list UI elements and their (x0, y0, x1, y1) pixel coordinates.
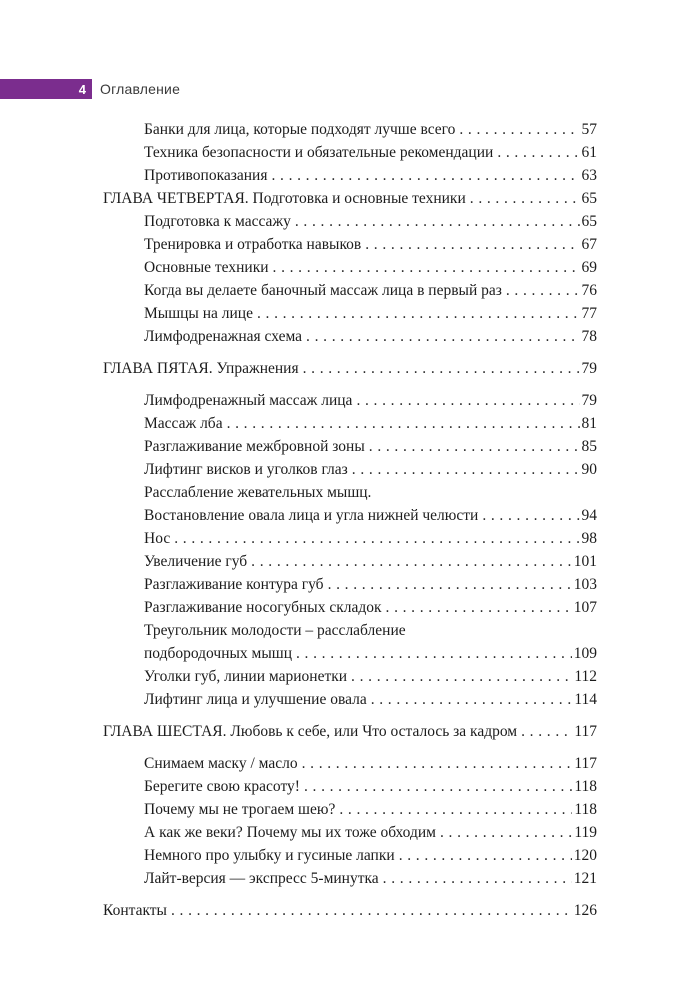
toc-entry (103, 279, 597, 302)
toc-page-number: 112 (574, 668, 597, 685)
toc-page-number: 107 (573, 599, 597, 616)
toc-entry (103, 844, 597, 867)
dot-leader (302, 752, 573, 775)
toc-entry-title: Банки для лица, которые подходят лучше всего (144, 121, 456, 138)
dot-leader (352, 458, 580, 481)
toc-entry-title: Востановление овала лица и угла нижней челюсти (144, 507, 479, 524)
toc-entry (103, 481, 597, 504)
page-number: 4 (78, 81, 86, 97)
toc-entry (103, 821, 597, 844)
dot-leader (371, 688, 573, 711)
toc-entry-title: Немного про улыбку и гусиные лапки (144, 847, 395, 864)
dot-leader (174, 527, 579, 550)
toc-entry (103, 325, 597, 348)
toc-entry (103, 688, 597, 711)
toc-entry-title: Увеличение губ (144, 553, 248, 570)
toc-page-number: 109 (573, 645, 597, 662)
toc-entry-title: Основные техники (144, 259, 269, 276)
toc-page-number: 126 (573, 902, 597, 919)
toc-page-number: 114 (574, 691, 597, 708)
toc-page-number: 76 (581, 282, 597, 299)
toc-page-number: 117 (574, 755, 597, 772)
table-of-contents (103, 118, 597, 922)
dot-leader (440, 821, 572, 844)
dot-leader (306, 325, 579, 348)
toc-page-number: 81 (581, 415, 597, 432)
toc-page-number: 79 (581, 360, 597, 377)
toc-entry-title: Расслабление жевательных мышц. (144, 484, 372, 501)
toc-entry (103, 752, 597, 775)
dot-leader (506, 279, 580, 302)
toc-entry-title: Берегите свою красоту! (144, 778, 300, 795)
toc-entry (103, 256, 597, 279)
dot-leader (383, 867, 572, 890)
toc-entry (103, 527, 597, 550)
toc-entry (103, 233, 597, 256)
toc-entry (103, 302, 597, 325)
toc-entry-title: Разглаживание межбровной зоны (144, 438, 365, 455)
toc-entry-title: Контакты (103, 902, 167, 919)
toc-entry (103, 867, 597, 890)
toc-entry-title: Лимфодренажная схема (144, 328, 303, 345)
toc-page-number: 119 (574, 824, 597, 841)
toc-entry (103, 412, 597, 435)
toc-chapter-entry (103, 720, 597, 743)
toc-entry (103, 775, 597, 798)
dot-leader (459, 118, 579, 141)
toc-page-number: 103 (573, 576, 597, 593)
dot-leader (339, 798, 572, 821)
toc-page-number: 94 (581, 507, 597, 524)
toc-entry (103, 389, 597, 412)
dot-leader (171, 899, 572, 922)
toc-entry-title: А как же веки? Почему мы их тоже обходим (144, 824, 436, 841)
toc-page-number: 65 (581, 213, 597, 230)
toc-entry-title: Противопоказания (144, 167, 268, 184)
toc-page-number: 118 (574, 801, 597, 818)
toc-page-number: 118 (574, 778, 597, 795)
dot-leader (227, 412, 580, 435)
toc-entry-title: ГЛАВА ПЯТАЯ. Упражнения (103, 360, 299, 377)
toc-entry-title: Мышцы на лице (144, 305, 253, 322)
toc-entry-title: Разглаживание носогубных складок (144, 599, 382, 616)
toc-entry (103, 596, 597, 619)
dot-leader (251, 550, 572, 573)
toc-page-number: 101 (573, 553, 597, 570)
dot-leader (257, 302, 580, 325)
toc-page-number: 61 (581, 144, 597, 161)
toc-entry (103, 619, 597, 642)
page-header (0, 79, 180, 99)
dot-leader (304, 775, 572, 798)
toc-entry-title: Тренировка и отработка навыков (144, 236, 362, 253)
toc-entry (103, 798, 597, 821)
toc-page-number: 98 (581, 530, 597, 547)
toc-entry-title: Почему мы не трогаем шею? (144, 801, 336, 818)
dot-leader (273, 256, 580, 279)
toc-page-number: 90 (581, 461, 597, 478)
toc-entry-title: Треугольник молодости – расслабление (144, 622, 406, 639)
toc-page-number: 121 (573, 870, 597, 887)
toc-page-number: 120 (573, 847, 597, 864)
toc-chapter-entry (103, 187, 597, 210)
toc-page-number: 57 (581, 121, 597, 138)
toc-entry (103, 164, 597, 187)
toc-entry-title: подбородочных мышц (144, 645, 292, 662)
toc-entry-title: Техника безопасности и обязательные рекомендации (144, 144, 494, 161)
toc-entry (103, 665, 597, 688)
toc-page-number: 65 (581, 190, 597, 207)
dot-leader (351, 665, 572, 688)
toc-entry (103, 504, 597, 527)
toc-entry-title: Снимаем маску / масло (144, 755, 298, 772)
toc-page-number: 69 (581, 259, 597, 276)
page-number-tab (0, 79, 92, 99)
toc-entry (103, 141, 597, 164)
toc-chapter-entry (103, 357, 597, 380)
dot-leader (295, 210, 580, 233)
toc-entry-title: Лайт-версия — экспресс 5-минутка (144, 870, 379, 887)
dot-leader (365, 233, 579, 256)
toc-entry-title: Лифтинг лица и улучшение овала (144, 691, 367, 708)
dot-leader (386, 596, 572, 619)
dot-leader (482, 504, 579, 527)
dot-leader (356, 389, 579, 412)
toc-page-number: 67 (581, 236, 597, 253)
dot-leader (497, 141, 579, 164)
toc-entry-title: Нос (144, 530, 171, 547)
toc-page-number: 78 (581, 328, 597, 345)
toc-page-number: 85 (581, 438, 597, 455)
toc-entry-title: Когда вы делаете баночный массаж лица в первый раз (144, 282, 502, 299)
dot-leader (296, 642, 572, 665)
toc-entry (103, 573, 597, 596)
toc-entry-title: ГЛАВА ШЕСТАЯ. Любовь к себе, или Что осталось за кадром (103, 723, 518, 740)
toc-page-number: 117 (574, 723, 597, 740)
toc-entry (103, 435, 597, 458)
dot-leader (399, 844, 572, 867)
toc-entry-title: Уголки губ, линии марионетки (144, 668, 348, 685)
dot-leader (328, 573, 572, 596)
dot-leader (369, 435, 580, 458)
toc-entry-title: ГЛАВА ЧЕТВЕРТАЯ. Подготовка и основные техники (103, 190, 466, 207)
toc-entry-title: Лимфодренажный массаж лица (144, 392, 353, 409)
dot-leader (271, 164, 579, 187)
dot-leader (521, 720, 572, 743)
toc-page-number: 63 (581, 167, 597, 184)
toc-page-number: 77 (581, 305, 597, 322)
toc-entry-title: Лифтинг висков и уголков глаз (144, 461, 348, 478)
toc-entry (103, 642, 597, 665)
toc-chapter-entry (103, 899, 597, 922)
toc-entry (103, 458, 597, 481)
toc-entry-title: Подготовка к массажу (144, 213, 291, 230)
toc-page-number: 79 (581, 392, 597, 409)
running-head: Оглавление (100, 81, 181, 97)
toc-entry-title: Массаж лба (144, 415, 223, 432)
dot-leader (470, 187, 580, 210)
dot-leader (303, 357, 580, 380)
toc-entry-title: Разглаживание контура губ (144, 576, 324, 593)
toc-entry (103, 550, 597, 573)
toc-entry (103, 118, 597, 141)
toc-entry (103, 210, 597, 233)
